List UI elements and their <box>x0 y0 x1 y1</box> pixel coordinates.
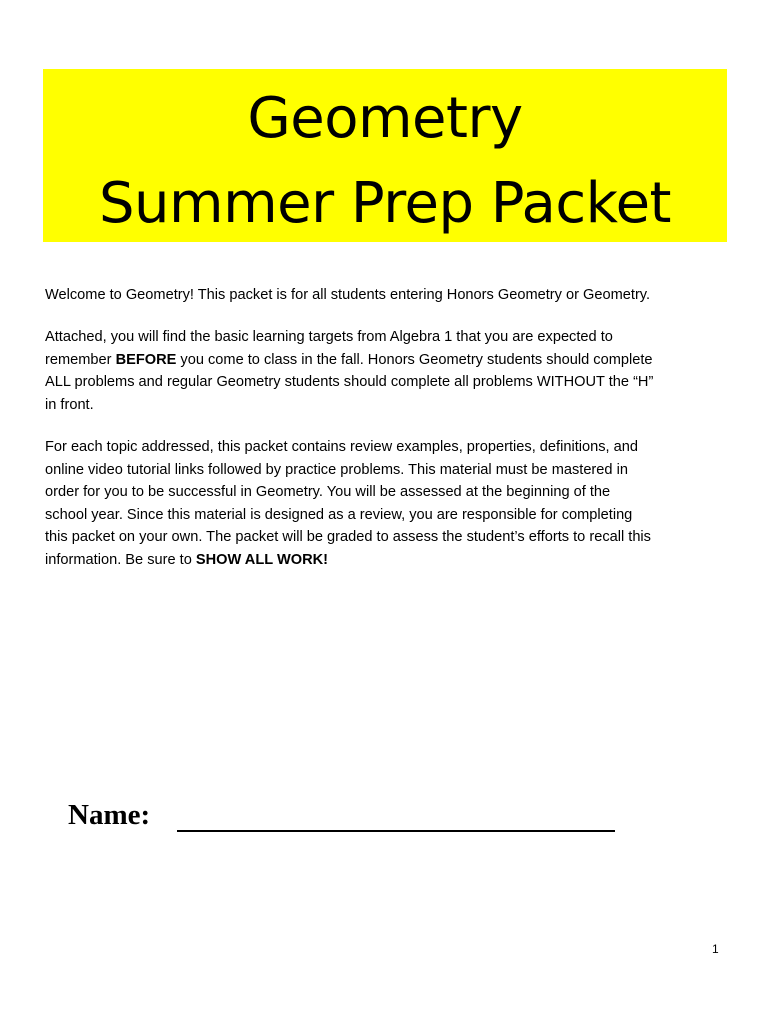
title-banner <box>43 69 727 242</box>
name-blank-line[interactable] <box>177 830 615 832</box>
attached-line-4: in front. <box>45 396 94 413</box>
before-emphasis: BEFORE <box>115 351 177 368</box>
topics-line-6 <box>45 549 735 572</box>
attached-line-3: ALL problems and regular Geometry students should complete all problems WITHOUT the “H” <box>45 374 654 390</box>
attached-line-2 <box>45 349 735 372</box>
attached-line-2-end: you come to class in the fall. Honors Geometry students should complete <box>176 351 653 368</box>
topics-line-3: order for you to be successful in Geometry. You will be assessed at the beginning of the <box>45 484 611 500</box>
topics-line-5: this packet on your own. The packet will be graded to assess the student’s efforts to recall this <box>45 529 651 545</box>
welcome-paragraph: Welcome to Geometry! This packet is for all students entering Honors Geometry or Geometry. <box>45 287 651 303</box>
attached-paragraph <box>45 326 735 416</box>
topics-line-2: online video tutorial links followed by practice problems. This material must be mastered in <box>45 461 628 478</box>
topics-line-6-start: information. Be sure to <box>45 551 196 568</box>
topics-line-4: school year. Since this material is designed as a review, you are responsible for completing <box>45 506 633 523</box>
show-all-work-emphasis: SHOW ALL WORK! <box>195 551 329 568</box>
title-line-2: Summer Prep Packet <box>99 171 671 236</box>
title-line-1: Geometry <box>247 86 523 151</box>
attached-line-1: Attached, you will find the basic learning targets from Algebra 1 that you are expected to <box>45 329 613 345</box>
topics-paragraph <box>45 436 735 571</box>
name-label: Name: <box>68 799 151 831</box>
topics-line-1: For each topic addressed, this packet contains review examples, properties, definitions, and <box>45 439 638 455</box>
attached-line-2-start: remember <box>45 351 116 368</box>
page-number: 1 <box>712 942 719 956</box>
